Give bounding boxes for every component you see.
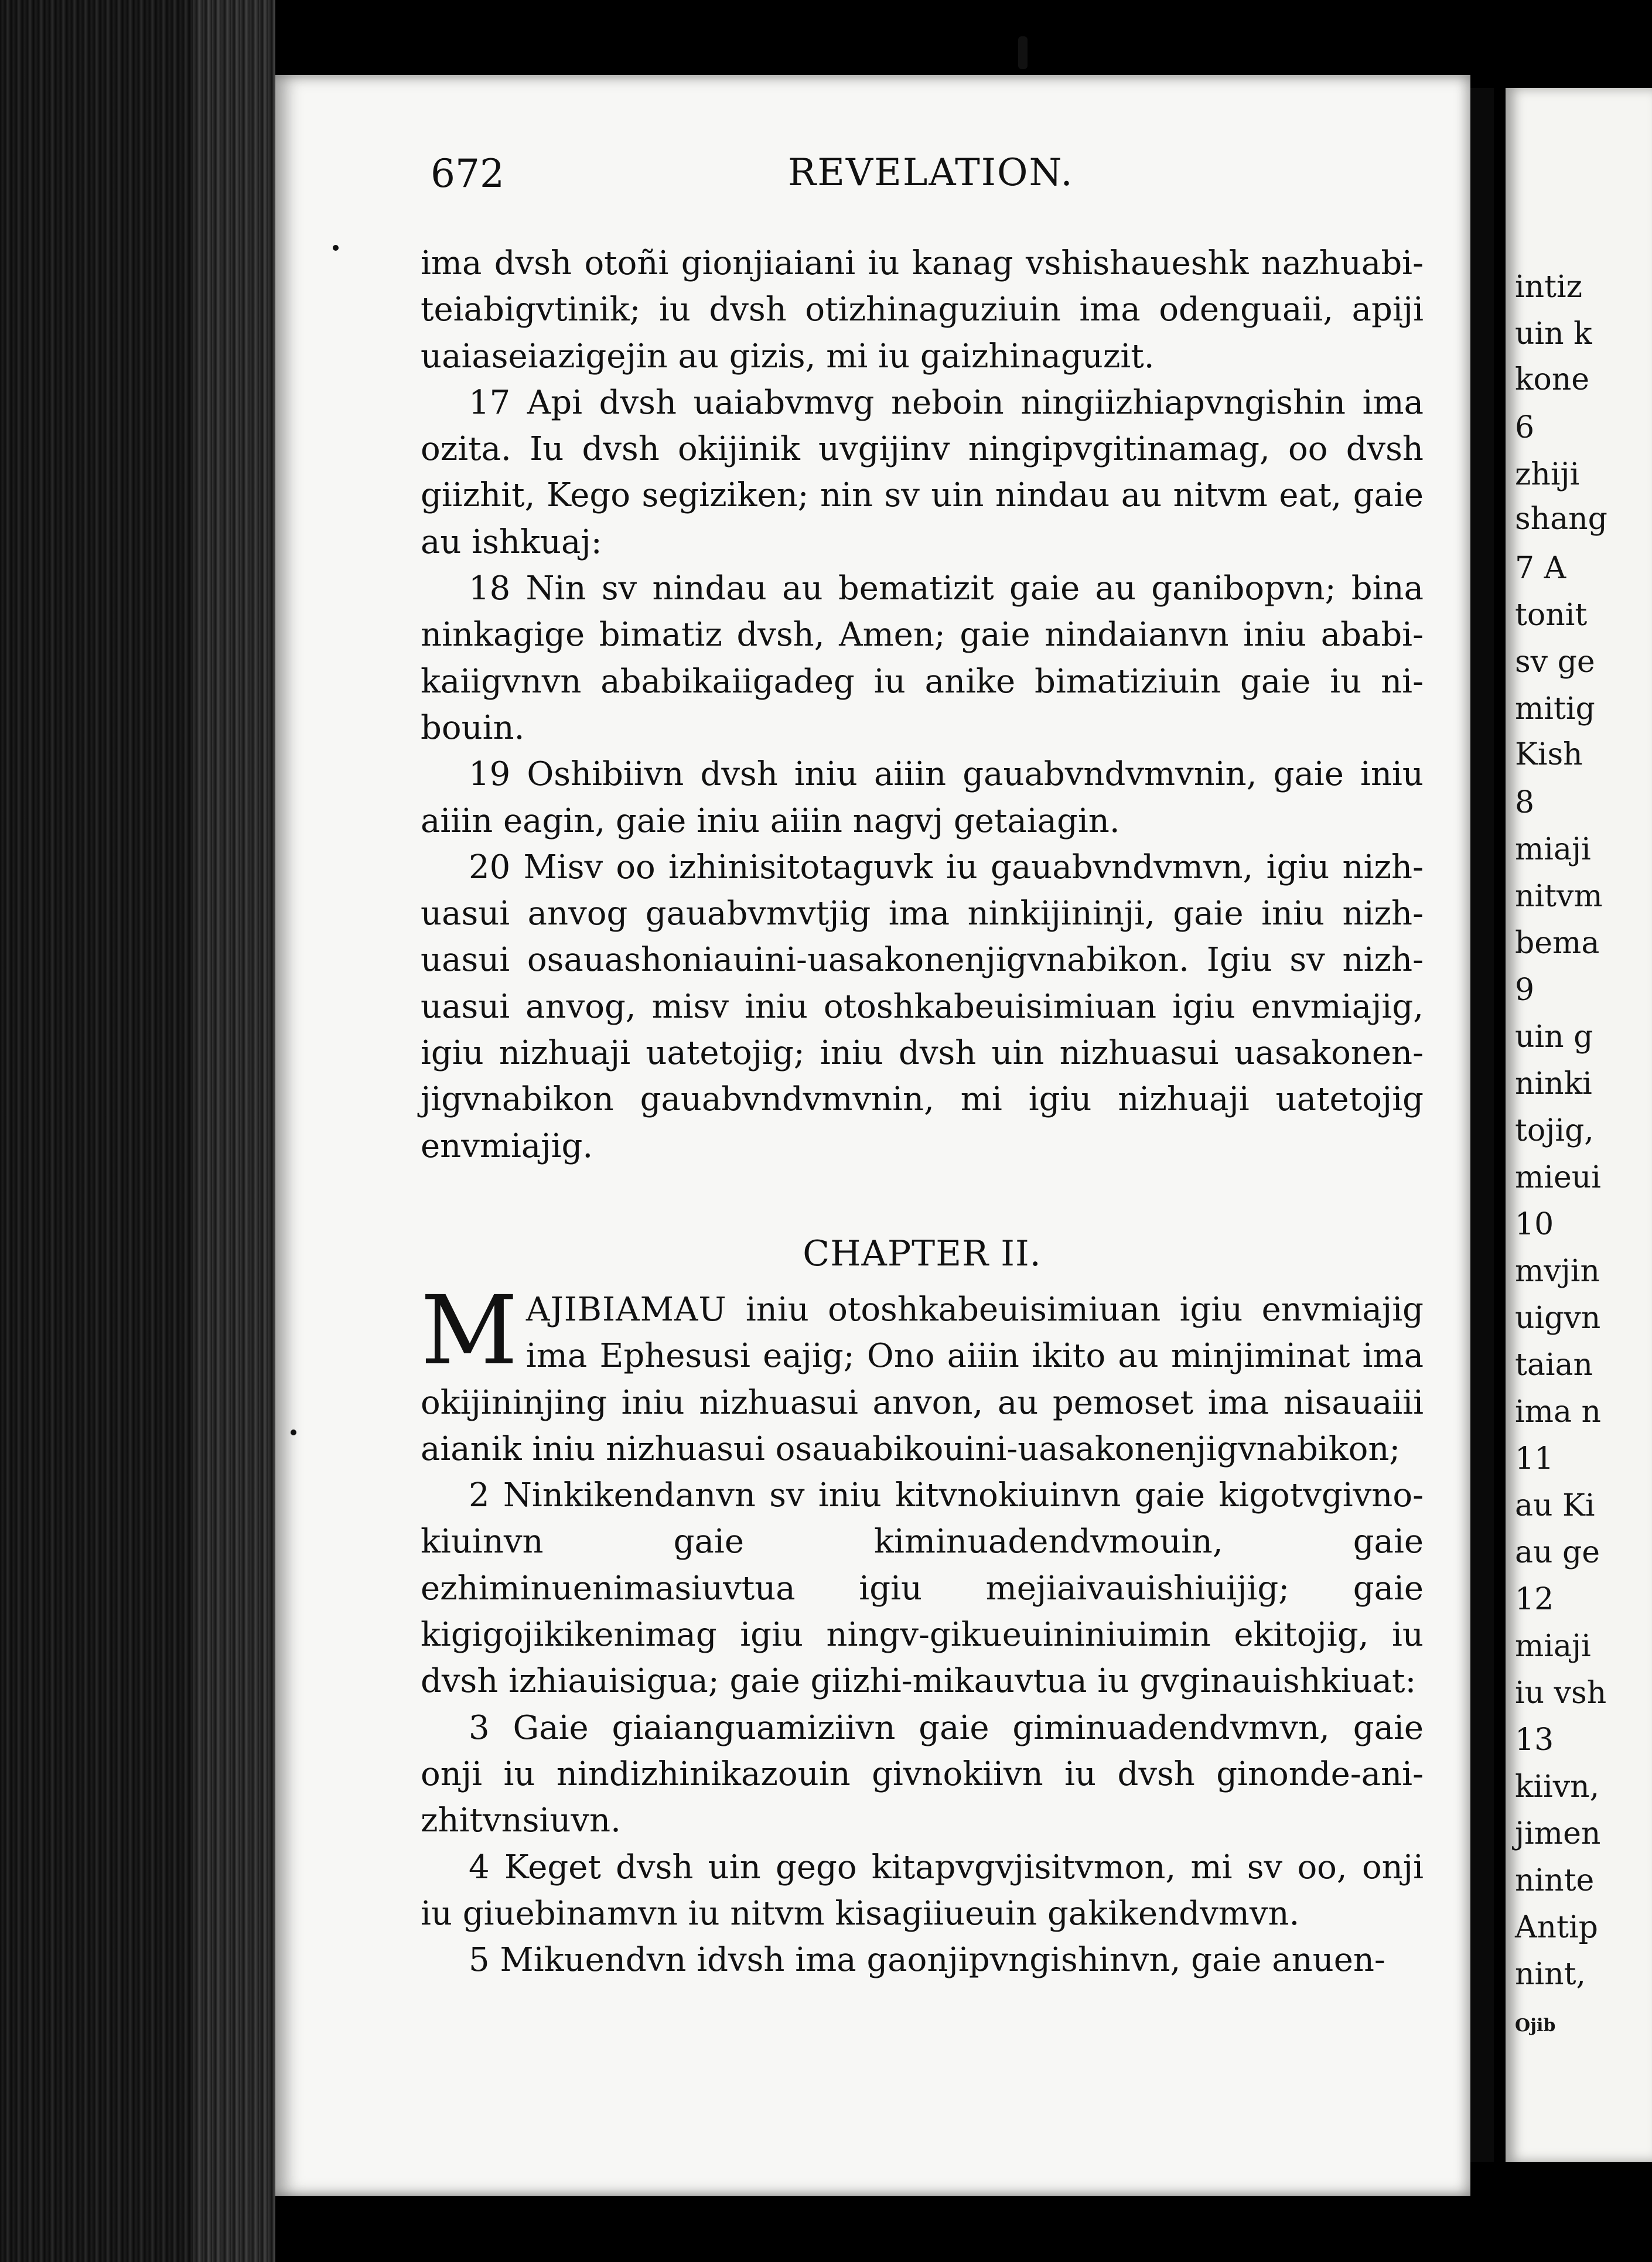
facing-page-line: bema: [1515, 926, 1600, 961]
facing-page-line: au ge: [1515, 1535, 1600, 1570]
facing-page-line: kone: [1515, 362, 1590, 397]
facing-page-line: mieui: [1515, 1160, 1601, 1195]
verse-paragraph: 3 Gaie giaianguamiziivn gaie giminuadendvmvn, gaie onji iu nindizhinikazouin givnokiivn iu dvsh ginonde-ani-zhitvnsiuvn.: [421, 1708, 1424, 1840]
facing-page-line: 12: [1515, 1582, 1554, 1617]
facing-page-line: kiivn,: [1515, 1769, 1600, 1804]
first-paragraph-text: iniu otoshkabeuisimiuan igiu envmiajig ima Ephesusi eajig; Ono aiiin ikito au minjiminat ima okijininjing iniu nizhuasui anvon, au pemoset ima nisauaiii aianik iniu nizhuasui osauabikouini-uasakonenjigvnabikon;: [421, 1290, 1424, 1468]
verse-paragraph: 18 Nin sv nindau au bematizit gaie au ganibopvn; bina ninkagige bimatiz dvsh, Amen; gaie nindaianvn iniu ababi-kaiigvnvn ababikaiigadeg iu anike bimatiziuin gaie iu ni-bouin.: [421, 569, 1424, 747]
running-head: [431, 151, 1426, 204]
paragraph: ima dvsh otoñi gionjiaiani iu kanag vshishaueshk nazhuabi-teiabigvtinik; iu dvsh otizhinaguziuin ima odenguaii, apiji uaiaseiazigejin au gizis, mi iu gaizhinaguzit.: [421, 244, 1424, 376]
facing-page-line: ninki: [1515, 1066, 1592, 1101]
facing-page-line: sv ge: [1515, 644, 1595, 680]
facing-page-line: nint,: [1515, 1957, 1586, 1992]
facing-page-line: uigvn: [1515, 1301, 1601, 1336]
facing-page-footnote: Ojib: [1515, 2015, 1556, 2036]
facing-page-line: 6: [1515, 410, 1535, 445]
facing-page-line: taian: [1515, 1347, 1593, 1383]
facing-page-line: 13: [1515, 1722, 1554, 1758]
facing-page-line: nitvm: [1515, 879, 1603, 914]
facing-page-line: 10: [1515, 1207, 1554, 1242]
facing-page-line: jimen: [1515, 1816, 1601, 1851]
facing-page-line: mitig: [1515, 691, 1595, 726]
facing-page-line: au Ki: [1515, 1488, 1595, 1523]
facing-page-line: 7 A: [1515, 551, 1566, 586]
facing-page-line: shang: [1515, 501, 1607, 537]
verse-paragraph: 17 Api dvsh uaiabvmvg neboin ningiizhiapvngishin ima ozita. Iu dvsh okijinik uvgijinv ningipvgitinamag, oo dvsh giizhit, Kego segiziken; nin sv uin nindau au nitvm eat, gaie au ishkuaj:: [421, 383, 1424, 561]
facing-page-line: mvjin: [1515, 1254, 1600, 1289]
facing-page-line: miaji: [1515, 1629, 1591, 1664]
facing-page-line: tonit: [1515, 598, 1588, 633]
facing-page-line: zhiji: [1515, 457, 1580, 492]
facing-page-line: intiz: [1515, 269, 1583, 305]
facing-page-line: 9: [1515, 973, 1535, 1008]
facing-page-line: iu vsh: [1515, 1676, 1607, 1711]
verse-paragraph: 19 Oshibiivn dvsh iniu aiiin gauabvndvmvnin, gaie iniu aiiin eagin, gaie iniu aiiin nagvj getaiagin.: [421, 755, 1424, 840]
scan-blemish: [1018, 36, 1028, 69]
chapter-heading: CHAPTER II.: [803, 1233, 1042, 1274]
page-edges: [193, 0, 275, 2262]
facing-page-line: tojig,: [1515, 1113, 1594, 1148]
small-caps-opening: AJIBIAMAU: [525, 1290, 727, 1329]
chapter-first-paragraph: [421, 1275, 1424, 1472]
facing-page-line: miaji: [1515, 832, 1591, 867]
verse-paragraph: 20 Misv oo izhinisitotaguvk iu gauabvndvmvn, igiu nizh-uasui anvog gauabvmvtjig ima ninkijininji, gaie iniu nizh-uasui osauashoniauini-uasakonenjigvnabikon. Igiu sv nizh-uasui anvog, misv iniu otoshkabeuisimiuan igiu envmiajig, igiu nizhuaji uatetojig; iniu dvsh uin nizhuasui uasakonen-jigvnabikon gauabvndvmvnin, mi igiu nizhuaji uatetojig envmiajig.: [421, 848, 1424, 1165]
page-number: 672: [431, 151, 504, 196]
scan-dot: [333, 245, 339, 251]
facing-page-line: Antip: [1515, 1910, 1598, 1945]
page-body: [421, 240, 1424, 1983]
drop-cap: M: [421, 1275, 518, 1386]
verse-paragraph: 4 Keget dvsh uin gego kitapvgvjisitvmon, mi sv oo, onji iu giuebinamvn iu nitvm kisagiiueuin gakikendvmvn.: [421, 1848, 1424, 1933]
verse-paragraph: 2 Ninkikendanvn sv iniu kitvnokiuinvn gaie kigotvgivno-kiuinvn gaie kiminuadendvmouin, gaie ezhiminuenimasiuvtua igiu mejiaivauishiuijig; gaie kigigojikikenimag igiu ningv-gikueuininiuimin ekitojig, iu dvsh izhiauisigua; gaie giizhi-mikauvtua iu gvginauishkiuat:: [421, 1476, 1424, 1701]
facing-page-line: 11: [1515, 1441, 1554, 1476]
facing-page-line: 8: [1515, 785, 1535, 820]
facing-page-line: Kish: [1515, 737, 1583, 772]
facing-page-line: uin g: [1515, 1019, 1593, 1055]
facing-page-fragment: [1506, 88, 1652, 2162]
scan-dot: [291, 1429, 296, 1435]
facing-page-line: uin k: [1515, 316, 1592, 352]
facing-page-line: ima n: [1515, 1394, 1601, 1429]
book-title: REVELATION.: [788, 151, 1074, 195]
verse-paragraph: 5 Mikuendvn idvsh ima gaonjipvngishinvn, gaie anuen-: [469, 1941, 1385, 1980]
page-gutter: [1470, 88, 1494, 2162]
facing-page-line: ninte: [1515, 1863, 1595, 1898]
